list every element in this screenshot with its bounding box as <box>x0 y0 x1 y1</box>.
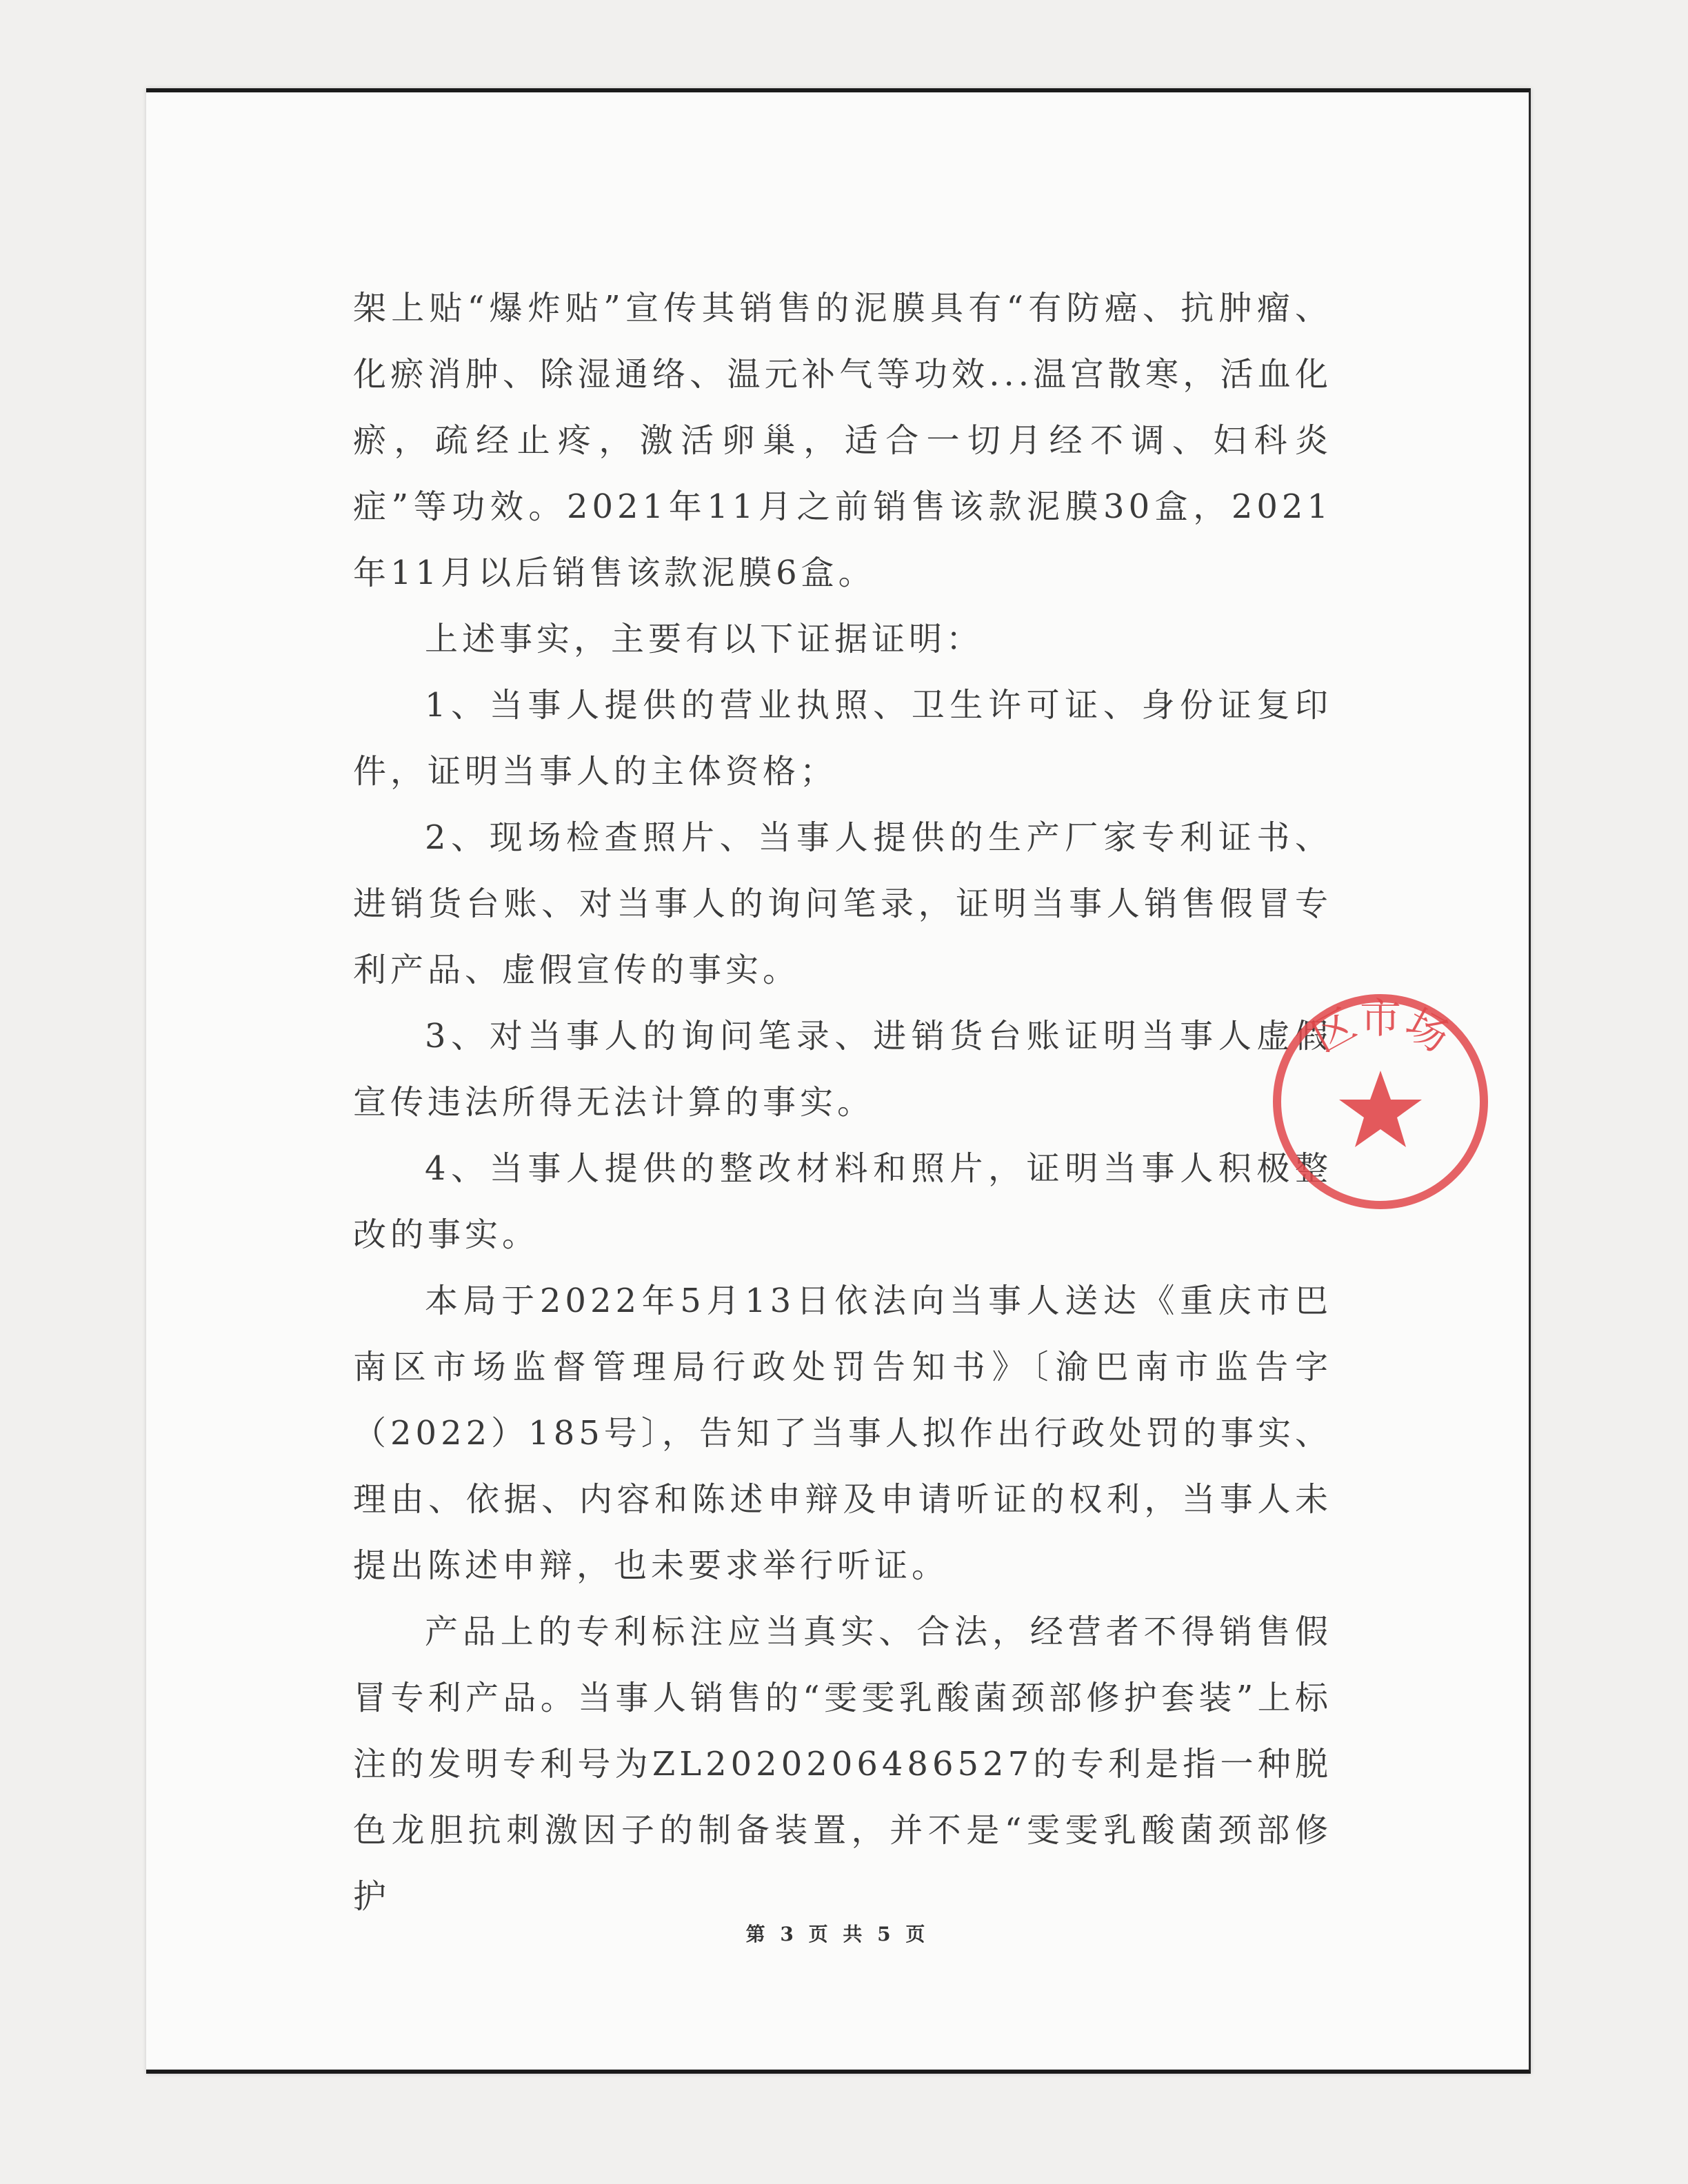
paragraph-3: 1、当事人提供的营业执照、卫生许可证、身份证复印件，证明当事人的主体资格； <box>353 686 1332 791</box>
paragraph-2: 上述事实，主要有以下证据证明： <box>425 620 984 658</box>
paragraph-1: 架上贴“爆炸贴”宣传其销售的泥膜具有“有防癌、抗肿瘤、化瘀消肿、除湿通络、温元补气等功效...温宫散寒，活血化瘀，疏经止疼，激活卵巢，适合一切月经不调、妇科炎症”等功效。2021年11月之前销售该款泥膜30盒，2021年11月以后销售该款泥膜6盒。 <box>353 289 1332 592</box>
page-footer: 第 3 页 共 5 页 <box>745 1923 930 1945</box>
paragraph-8: 产品上的专利标注应当真实、合法，经营者不得销售假冒专利产品。当事人销售的“雯雯乳酸菌颈部修护套装”上标注的发明专利号为ZL2020206486527的专利是指一种脱色龙胆抗刺激因子的制备装置，并不是“雯雯乳酸菌颈部修护 <box>353 1612 1332 1916</box>
paragraph-7: 本局于2022年5月13日依法向当事人送达《重庆市巴南区市场监督管理局行政处罚告知书》〔渝巴南市监告字（2022）185号〕，告知了当事人拟作出行政处罚的事实、理由、依据、内容和陈述申辩及申请听证的权利，当事人未提出陈述申辩，也未要求举行听证。 <box>353 1282 1332 1585</box>
paragraph-6: 4、当事人提供的整改材料和照片，证明当事人积极整改的事实。 <box>353 1149 1332 1254</box>
paragraph-5: 3、对当事人的询问笔录、进销货台账证明当事人虚假宣传违法所得无法计算的事实。 <box>353 1017 1332 1122</box>
paragraph-4: 2、现场检查照片、当事人提供的生产厂家专利证书、进销货台账、对当事人的询问笔录，证明当事人销售假冒专利产品、虚假宣传的事实。 <box>353 818 1332 989</box>
document-page <box>146 88 1531 2074</box>
seal-text: 区市场 <box>1304 995 1457 1062</box>
document-body <box>353 275 1332 1930</box>
